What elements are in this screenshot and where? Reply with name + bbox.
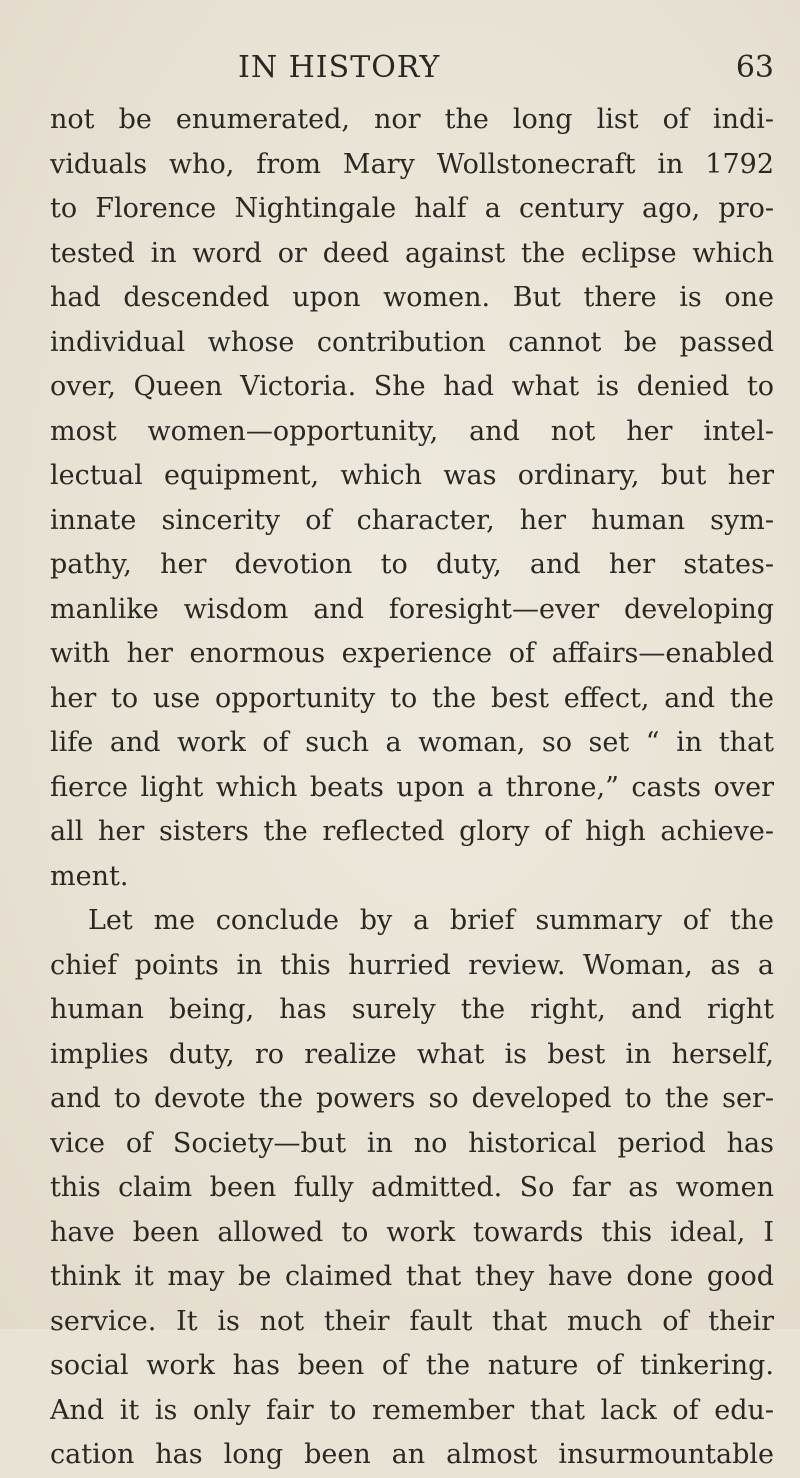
text-line: chief points in this hurried review. Woman, as a bbox=[50, 949, 774, 981]
text-line: think it may be claimed that they have done good bbox=[50, 1261, 774, 1292]
text-line: cation has long been an almost insurmountable bbox=[50, 1439, 774, 1470]
text-line: this claim been fully admitted. So far as women bbox=[50, 1172, 774, 1203]
text-line: her to use opportunity to the best effect, and the bbox=[50, 682, 774, 714]
text-line: to Florence Nightingale half a century ago, pro- bbox=[50, 193, 774, 224]
text-line: viduals who, from Mary Wollstonecraft in 1792 bbox=[50, 148, 774, 180]
text-line: Let me conclude by a brief summary of the bbox=[88, 905, 774, 936]
text-line: life and work of such a woman, so set “ in that bbox=[50, 727, 774, 758]
text-line: implies duty, ro realize what is best in herself, bbox=[50, 1038, 774, 1070]
text-line: had descended upon women. But there is one bbox=[50, 282, 774, 313]
text-line: tested in word or deed against the eclipse which bbox=[50, 237, 774, 269]
text-line: pathy, her devotion to duty, and her states- bbox=[50, 549, 774, 580]
text-line: individual whose contribution cannot be passed bbox=[50, 326, 774, 358]
text-line: human being, has surely the right, and right bbox=[50, 994, 774, 1025]
text-line: have been allowed to work towards this ideal, I bbox=[50, 1216, 774, 1248]
page-number: 63 bbox=[735, 50, 774, 85]
text-line: lectual equipment, which was ordinary, but her bbox=[50, 460, 774, 491]
text-line: ment. bbox=[50, 860, 129, 892]
text-line: And it is only fair to remember that lack of edu- bbox=[50, 1394, 774, 1426]
text-line: vice of Society—but in no historical period has bbox=[50, 1127, 774, 1159]
running-title: IN HISTORY bbox=[238, 50, 441, 85]
text-line: not be enumerated, nor the long list of indi- bbox=[50, 104, 774, 135]
page-header bbox=[50, 46, 774, 92]
text-line: fierce light which beats upon a throne,” casts over bbox=[50, 771, 774, 803]
text-line: all her sisters the reflected glory of high achieve- bbox=[50, 816, 774, 847]
text-line: over, Queen Victoria. She had what is denied to bbox=[50, 371, 774, 402]
text-line: with her enormous experience of affairs—enabled bbox=[50, 638, 774, 669]
text-line: manlike wisdom and foresight—ever developing bbox=[50, 593, 774, 625]
text-line: social work has been of the nature of tinkering. bbox=[50, 1350, 774, 1381]
text-line: service. It is not their fault that much of their bbox=[50, 1305, 774, 1337]
text-line: most women—opportunity, and not her intel- bbox=[50, 415, 774, 447]
body-text bbox=[50, 98, 774, 1478]
text-line: and to devote the powers so developed to the ser- bbox=[50, 1083, 774, 1114]
text-line: innate sincerity of character, her human sym- bbox=[50, 504, 774, 536]
